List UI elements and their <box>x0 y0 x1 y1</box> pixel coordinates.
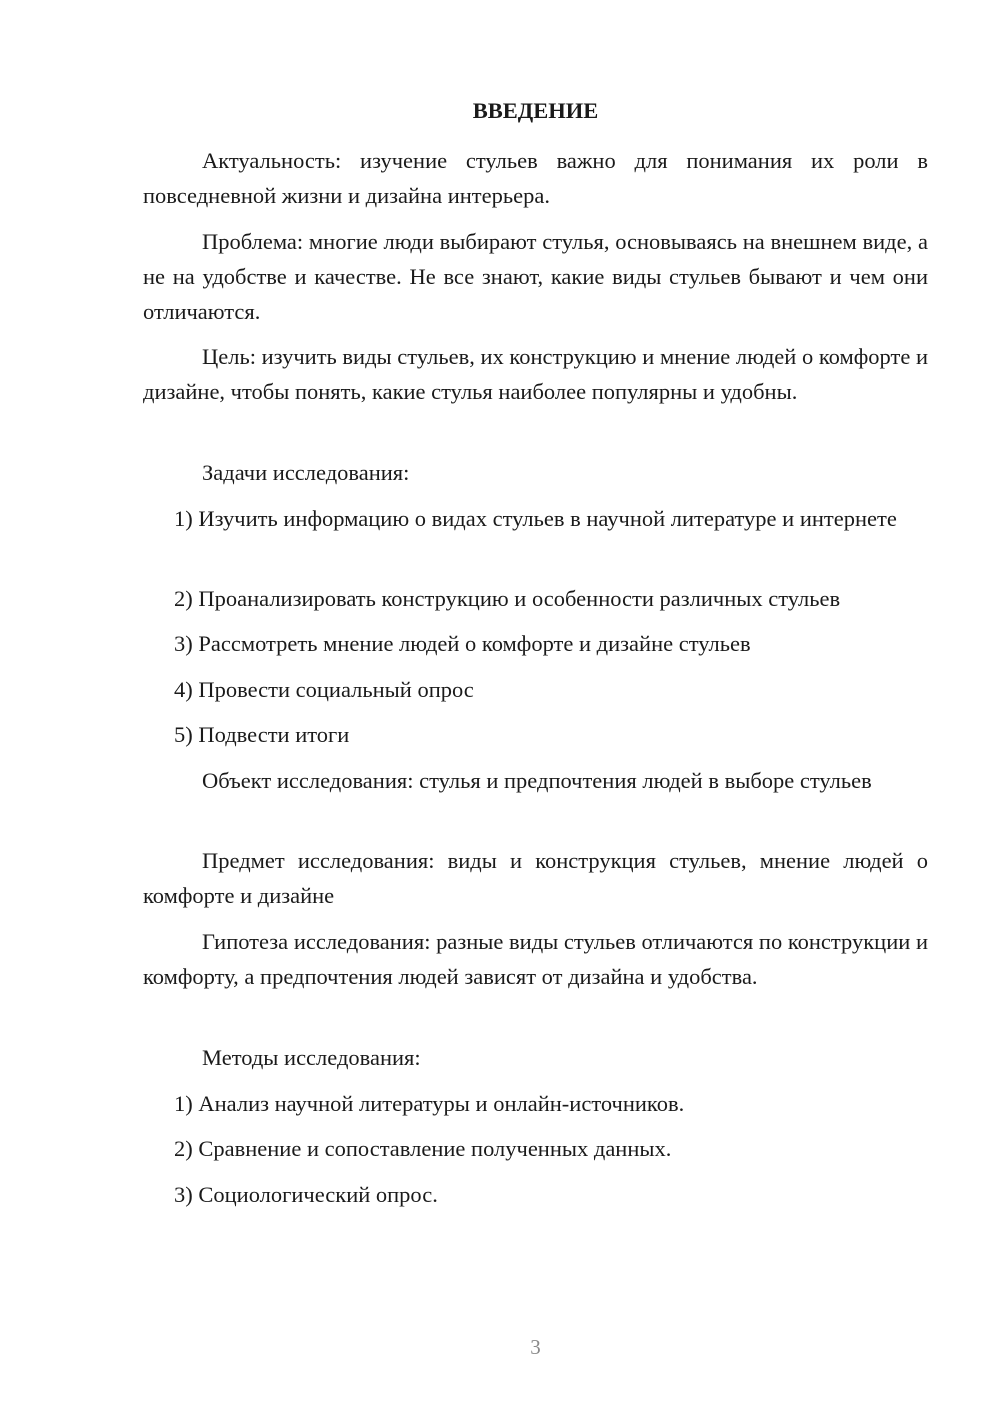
paragraph-tasks-heading: Задачи исследования: <box>202 460 410 485</box>
task-item: 4) Провести социальный опрос <box>174 677 474 702</box>
page-number: 3 <box>530 1335 541 1359</box>
paragraph-relevance: Актуальность: изучение стульев важно для понимания их роли в повседневной жизни и дизайна интерьера. <box>143 148 928 208</box>
paragraph-subject: Предмет исследования: виды и конструкция стульев, мнение людей о комфорте и дизайне <box>143 848 928 908</box>
paragraph-methods-heading: Методы исследования: <box>202 1045 421 1070</box>
page-title: ВВЕДЕНИЕ <box>472 98 599 123</box>
method-item: 3) Социологический опрос. <box>174 1182 438 1207</box>
task-item: 3) Рассмотреть мнение людей о комфорте и дизайне стульев <box>174 631 751 656</box>
method-item: 1) Анализ научной литературы и онлайн-источников. <box>174 1091 685 1116</box>
method-item: 2) Сравнение и сопоставление полученных данных. <box>174 1136 672 1161</box>
task-item: 1) Изучить информацию о видах стульев в научной литературе и интернете <box>174 506 897 531</box>
task-item: 5) Подвести итоги <box>174 722 350 747</box>
paragraph-object: Объект исследования: стулья и предпочтения людей в выборе стульев <box>202 768 872 793</box>
paragraph-hypothesis: Гипотеза исследования: разные виды стульев отличаются по конструкции и комфорту, а предпочтения людей зависят от дизайна и удобства. <box>143 929 928 989</box>
document-page <box>143 0 928 1414</box>
task-item: 2) Проанализировать конструкцию и особенности различных стульев <box>174 586 841 611</box>
paragraph-goal: Цель: изучить виды стульев, их конструкцию и мнение людей о комфорте и дизайне, чтобы понять, какие стулья наиболее популярны и удобны. <box>143 344 928 404</box>
paragraph-problem: Проблема: многие люди выбирают стулья, основываясь на внешнем виде, а не на удобстве и качестве. Не все знают, какие виды стульев бывают и чем они отличаются. <box>143 229 928 324</box>
